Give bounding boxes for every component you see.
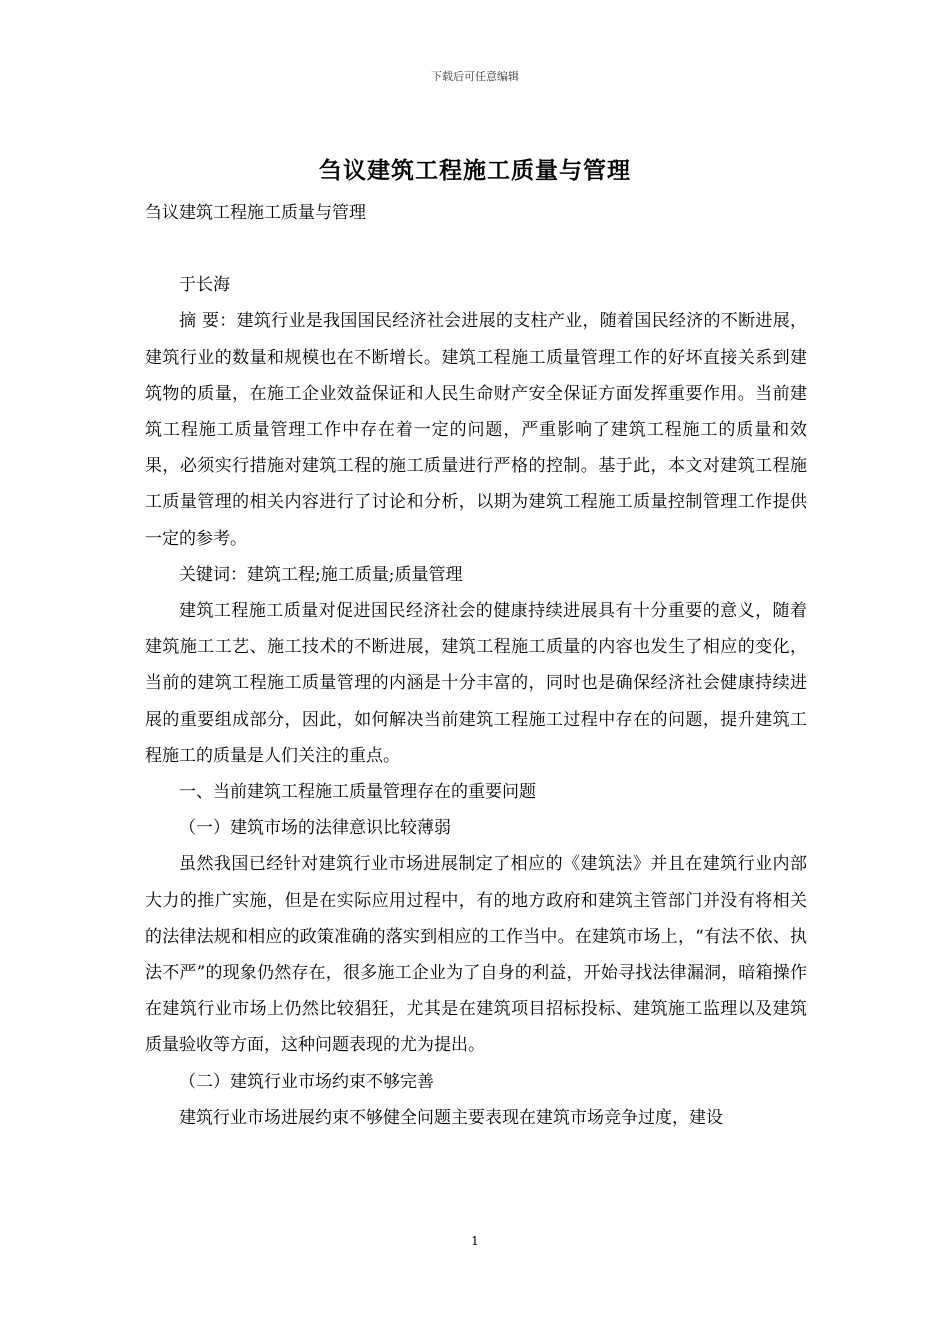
author-name: 于长海: [179, 275, 230, 296]
header-note: 下载后可任意编辑: [431, 70, 519, 83]
document-body: [145, 195, 807, 1136]
document-title: 刍议建筑工程施工质量与管理: [319, 157, 631, 184]
intro-paragraph: 建筑工程施工质量对促进国民经济社会的健康持续进展具有十分重要的意义，随着建筑施工工艺、施工技术的不断进展，建筑工程施工质量的内容也发生了相应的变化，当前的建筑工程施工质量管理的内涵是十分丰富的，同时也是确保经济社会健康持续进展的重要组成部分，因此，如何解决当前建筑工程施工过程中存在的问题，提升建筑工程施工的质量是人们关注的重点。: [145, 601, 807, 766]
subsection-heading: （一）建筑市场的法律意识比较薄弱: [179, 818, 451, 839]
abstract-paragraph: 摘 要：建筑行业是我国国民经济社会进展的支柱产业，随着国民经济的不断进展，建筑行业的数量和规模也在不断增长。建筑工程施工质量管理工作的好坏直接关系到建筑物的质量，在施工企业效益保证和人民生命财产安全保证方面发挥重要作用。当前建筑工程施工质量管理工作中存在着一定的问题，严重影响了建筑工程施工的质量和效果，必须实行措施对建筑工程的施工质量进行严格的控制。基于此，本文对建筑工程施工质量管理的相关内容进行了讨论和分析，以期为建筑工程施工质量控制管理工作提供一定的参考。: [145, 311, 807, 549]
document-subtitle: 刍议建筑工程施工质量与管理: [145, 203, 366, 223]
subsection-heading: （二）建筑行业市场约束不够完善: [179, 1071, 434, 1092]
body-paragraph: 虽然我国已经针对建筑行业市场进展制定了相应的《建筑法》并且在建筑行业内部大力的推广实施，但是在实际应用过程中，有的地方政府和建筑主管部门并没有将相关的法律法规和相应的政策准确的落实到相应的工作当中。在建筑市场上，“有法不依、执法不严”的现象仍然存在，很多施工企业为了自身的利益，开始寻找法律漏洞，暗箱操作在建筑行业市场上仍然比较猖狂，尤其是在建筑项目招标投标、建筑施工监理以及建筑质量验收等方面，这种问题表现的尤为提出。: [145, 854, 807, 1056]
page-number: 1: [471, 1234, 479, 1248]
section-heading: 一、当前建筑工程施工质量管理存在的重要问题: [179, 782, 536, 803]
body-paragraph: 建筑行业市场进展约束不够健全问题主要表现在建筑市场竞争过度，建设: [179, 1107, 723, 1128]
blank-line: [145, 231, 807, 267]
keywords-line: 关键词：建筑工程;施工质量;质量管理: [179, 564, 463, 585]
